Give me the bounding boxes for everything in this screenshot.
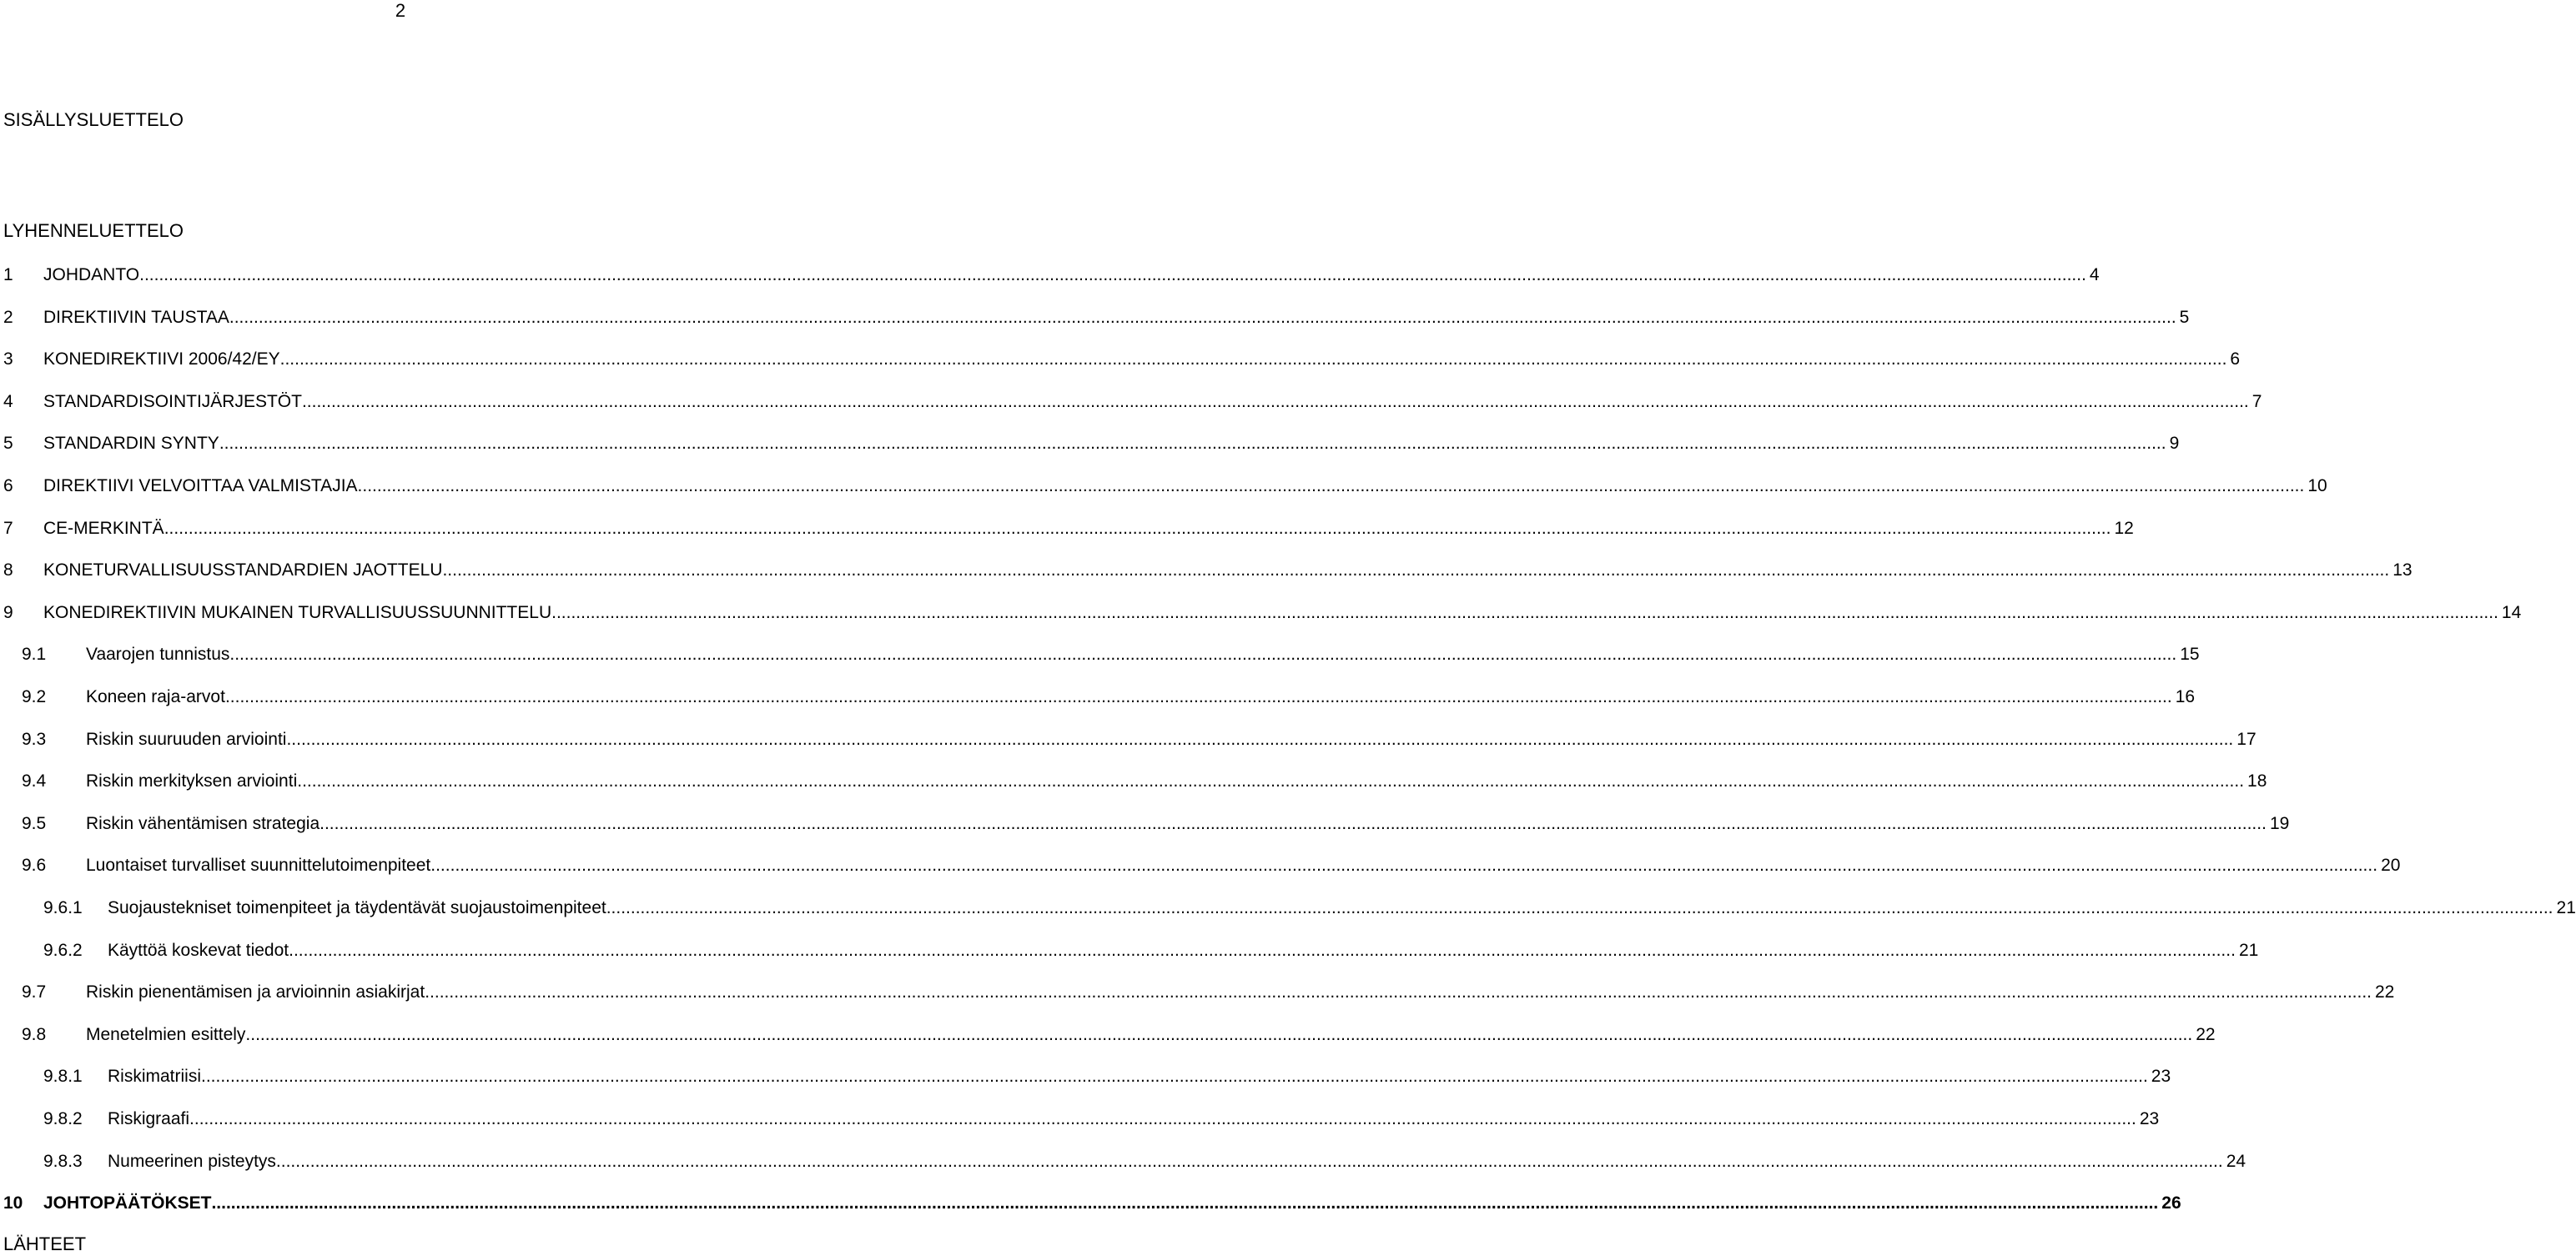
toc-entry-title: CE-MERKINTÄ <box>43 519 164 538</box>
toc-entry-number: 3 <box>3 349 13 369</box>
toc-entry-title: Riskigraafi <box>108 1109 190 1128</box>
abbreviations-heading[interactable]: LYHENNELUETTELO <box>3 220 184 241</box>
dot-leader: ................................................................................................................................................................................................................................................................................................................................................................................................................ <box>275 1152 2223 1171</box>
toc-entry-title: DIREKTIIVI VELVOITTAA VALMISTAJIA <box>43 476 358 495</box>
toc-entry[interactable] <box>0 263 2100 288</box>
toc-entry-title: Riskin suuruuden arviointi <box>86 730 287 749</box>
toc-entry-page: 10 <box>2307 476 2327 495</box>
toc-entry-page: 12 <box>2114 519 2134 538</box>
toc-entry-number: 9.6.1 <box>43 898 83 917</box>
dot-leader: ................................................................................................................................................................................................................................................................................................................................................................................................................ <box>442 560 2390 580</box>
toc-entry[interactable] <box>0 769 2267 794</box>
toc-entry[interactable] <box>0 1022 2216 1048</box>
toc-entry-page: 4 <box>2089 265 2100 284</box>
toc-entry-number: 9.8.3 <box>43 1152 83 1171</box>
toc-entry-number: 9.3 <box>22 730 47 749</box>
page-number: 2 <box>395 0 406 21</box>
toc-entry[interactable] <box>0 305 2190 330</box>
toc-entry[interactable] <box>0 431 2180 456</box>
toc-entry-page: 13 <box>2392 560 2412 580</box>
toc-entry-title: Koneen raja-arvot <box>86 687 225 706</box>
toc-entry-title: Luontaiset turvalliset suunnittelutoimenpiteet <box>86 856 431 875</box>
toc-entry-title: STANDARDISOINTIJÄRJESTÖT <box>43 392 302 411</box>
toc-entry-number: 7 <box>3 519 13 538</box>
dot-leader: ................................................................................................................................................................................................................................................................................................................................................................................................................ <box>139 265 2086 284</box>
toc-entry-page: 15 <box>2180 645 2200 664</box>
toc-entry-title: KONEDIREKTIIVI 2006/42/EY <box>43 349 280 369</box>
toc-entry[interactable] <box>0 1107 2160 1132</box>
toc-entry-title: Riskimatriisi <box>108 1067 201 1086</box>
toc-entry-title: KONETURVALLISUUSSTANDARDIEN JAOTTELU <box>43 560 443 580</box>
toc-entry-number: 4 <box>3 392 13 411</box>
toc-entry-title: STANDARDIN SYNTY <box>43 434 219 453</box>
dot-leader: ................................................................................................................................................................................................................................................................................................................................................................................................................ <box>211 1193 2159 1213</box>
toc-entry-number: 2 <box>3 308 13 327</box>
dot-leader: ................................................................................................................................................................................................................................................................................................................................................................................................................ <box>279 349 2227 369</box>
toc-entry-page: 6 <box>2230 349 2241 369</box>
toc-entry[interactable] <box>0 600 2522 625</box>
sources-heading[interactable]: LÄHTEET <box>3 1233 87 1254</box>
toc-entry-number: 1 <box>3 265 13 284</box>
dot-leader: ................................................................................................................................................................................................................................................................................................................................................................................................................ <box>229 308 2176 327</box>
toc-entry[interactable] <box>0 1149 2246 1174</box>
dot-leader: ................................................................................................................................................................................................................................................................................................................................................................................................................ <box>219 434 2166 453</box>
dot-leader: ................................................................................................................................................................................................................................................................................................................................................................................................................ <box>297 771 2245 791</box>
toc-entry-page: 22 <box>2196 1025 2216 1044</box>
toc-entry-title: Riskin pienentämisen ja arvioinnin asiakirjat <box>86 982 425 1002</box>
toc-entry-title: JOHTOPÄÄTÖKSET <box>43 1193 212 1213</box>
toc-entry[interactable] <box>0 938 2259 963</box>
toc-entry-number: 9.5 <box>22 814 47 833</box>
toc-entry[interactable] <box>0 980 2395 1005</box>
toc-entry-page: 7 <box>2251 392 2262 411</box>
toc-entry[interactable] <box>0 558 2412 583</box>
toc-entry[interactable] <box>0 1191 2181 1216</box>
dot-leader: ................................................................................................................................................................................................................................................................................................................................................................................................................ <box>551 603 2498 622</box>
toc-entry[interactable] <box>0 896 2576 921</box>
dot-leader: ................................................................................................................................................................................................................................................................................................................................................................................................................ <box>286 730 2234 749</box>
toc-entry-page: 19 <box>2269 814 2290 833</box>
toc-entry-title: Riskin merkityksen arviointi <box>86 771 298 791</box>
dot-leader: ................................................................................................................................................................................................................................................................................................................................................................................................................ <box>319 814 2267 833</box>
toc-entry-number: 9.6 <box>22 856 47 875</box>
toc-entry-page: 24 <box>2226 1152 2246 1171</box>
toc-entry-page: 17 <box>2236 730 2257 749</box>
toc-entry-title: Riskin vähentämisen strategia <box>86 814 320 833</box>
toc-entry-page: 21 <box>2556 898 2576 917</box>
toc-entry[interactable] <box>0 685 2196 710</box>
dot-leader: ................................................................................................................................................................................................................................................................................................................................................................................................................ <box>425 982 2372 1002</box>
toc-entry-title: DIREKTIIVIN TAUSTAA <box>43 308 229 327</box>
toc-entry-number: 9.6.2 <box>43 941 83 960</box>
dot-leader: ................................................................................................................................................................................................................................................................................................................................................................................................................ <box>201 1067 2148 1086</box>
dot-leader: ................................................................................................................................................................................................................................................................................................................................................................................................................ <box>606 898 2553 917</box>
toc-entry-page: 23 <box>2151 1067 2171 1086</box>
dot-leader: ................................................................................................................................................................................................................................................................................................................................................................................................................ <box>301 392 2249 411</box>
toc-entry-title: Menetelmien esittely <box>86 1025 246 1044</box>
toc-entry-number: 9 <box>3 603 13 622</box>
toc-entry-title: Suojaustekniset toimenpiteet ja täydentävät suojaustoimenpiteet <box>108 898 606 917</box>
toc-entry[interactable] <box>0 474 2327 499</box>
toc-entry[interactable] <box>0 1064 2171 1089</box>
dot-leader: ................................................................................................................................................................................................................................................................................................................................................................................................................ <box>430 856 2378 875</box>
toc-entry[interactable] <box>0 727 2257 752</box>
toc-entry[interactable] <box>0 853 2401 878</box>
toc-entry-number: 9.1 <box>22 645 47 664</box>
toc-entry-number: 6 <box>3 476 13 495</box>
dot-leader: ................................................................................................................................................................................................................................................................................................................................................................................................................ <box>289 941 2236 960</box>
toc-entry-number: 9.8.1 <box>43 1067 83 1086</box>
toc-entry-page: 26 <box>2161 1193 2181 1213</box>
toc-entry[interactable] <box>0 811 2290 836</box>
toc-heading: SISÄLLYSLUETTELO <box>3 109 184 130</box>
toc-entry-page: 21 <box>2238 941 2259 960</box>
dot-leader: ................................................................................................................................................................................................................................................................................................................................................................................................................ <box>357 476 2305 495</box>
toc-entry-page: 22 <box>2375 982 2395 1002</box>
toc-entry[interactable] <box>0 516 2134 541</box>
toc-entry-number: 9.4 <box>22 771 47 791</box>
toc-entry-number: 9.8 <box>22 1025 47 1044</box>
toc-entry-title: JOHDANTO <box>43 265 140 284</box>
toc-entry-number: 5 <box>3 434 13 453</box>
dot-leader: ................................................................................................................................................................................................................................................................................................................................................................................................................ <box>164 519 2111 538</box>
toc-entry-page: 5 <box>2179 308 2190 327</box>
toc-entry-number: 8 <box>3 560 13 580</box>
toc-entry-title: Käyttöä koskevat tiedot <box>108 941 289 960</box>
toc-entry-page: 14 <box>2501 603 2522 622</box>
toc-entry-title: KONEDIREKTIIVIN MUKAINEN TURVALLISUUSSUUNNITTELU <box>43 603 552 622</box>
toc-entry-number: 9.2 <box>22 687 47 706</box>
toc-entry[interactable] <box>0 389 2262 414</box>
toc-entry-number: 9.8.2 <box>43 1109 83 1128</box>
toc-entry-title: Numeerinen pisteytys <box>108 1152 276 1171</box>
dot-leader: ................................................................................................................................................................................................................................................................................................................................................................................................................ <box>229 645 2177 664</box>
toc-entry-number: 9.7 <box>22 982 47 1002</box>
toc-entry[interactable] <box>0 642 2200 667</box>
dot-leader: ................................................................................................................................................................................................................................................................................................................................................................................................................ <box>245 1025 2193 1044</box>
toc-entry-page: 16 <box>2175 687 2196 706</box>
toc-entry-number: 10 <box>3 1193 23 1213</box>
toc-entry[interactable] <box>0 347 2241 372</box>
dot-leader: ................................................................................................................................................................................................................................................................................................................................................................................................................ <box>189 1109 2136 1128</box>
toc-entry-page: 23 <box>2139 1109 2160 1128</box>
toc-entry-page: 20 <box>2381 856 2401 875</box>
toc-entry-page: 18 <box>2247 771 2267 791</box>
toc-entry-page: 9 <box>2169 434 2180 453</box>
dot-leader: ................................................................................................................................................................................................................................................................................................................................................................................................................ <box>224 687 2172 706</box>
toc-entry-title: Vaarojen tunnistus <box>86 645 230 664</box>
